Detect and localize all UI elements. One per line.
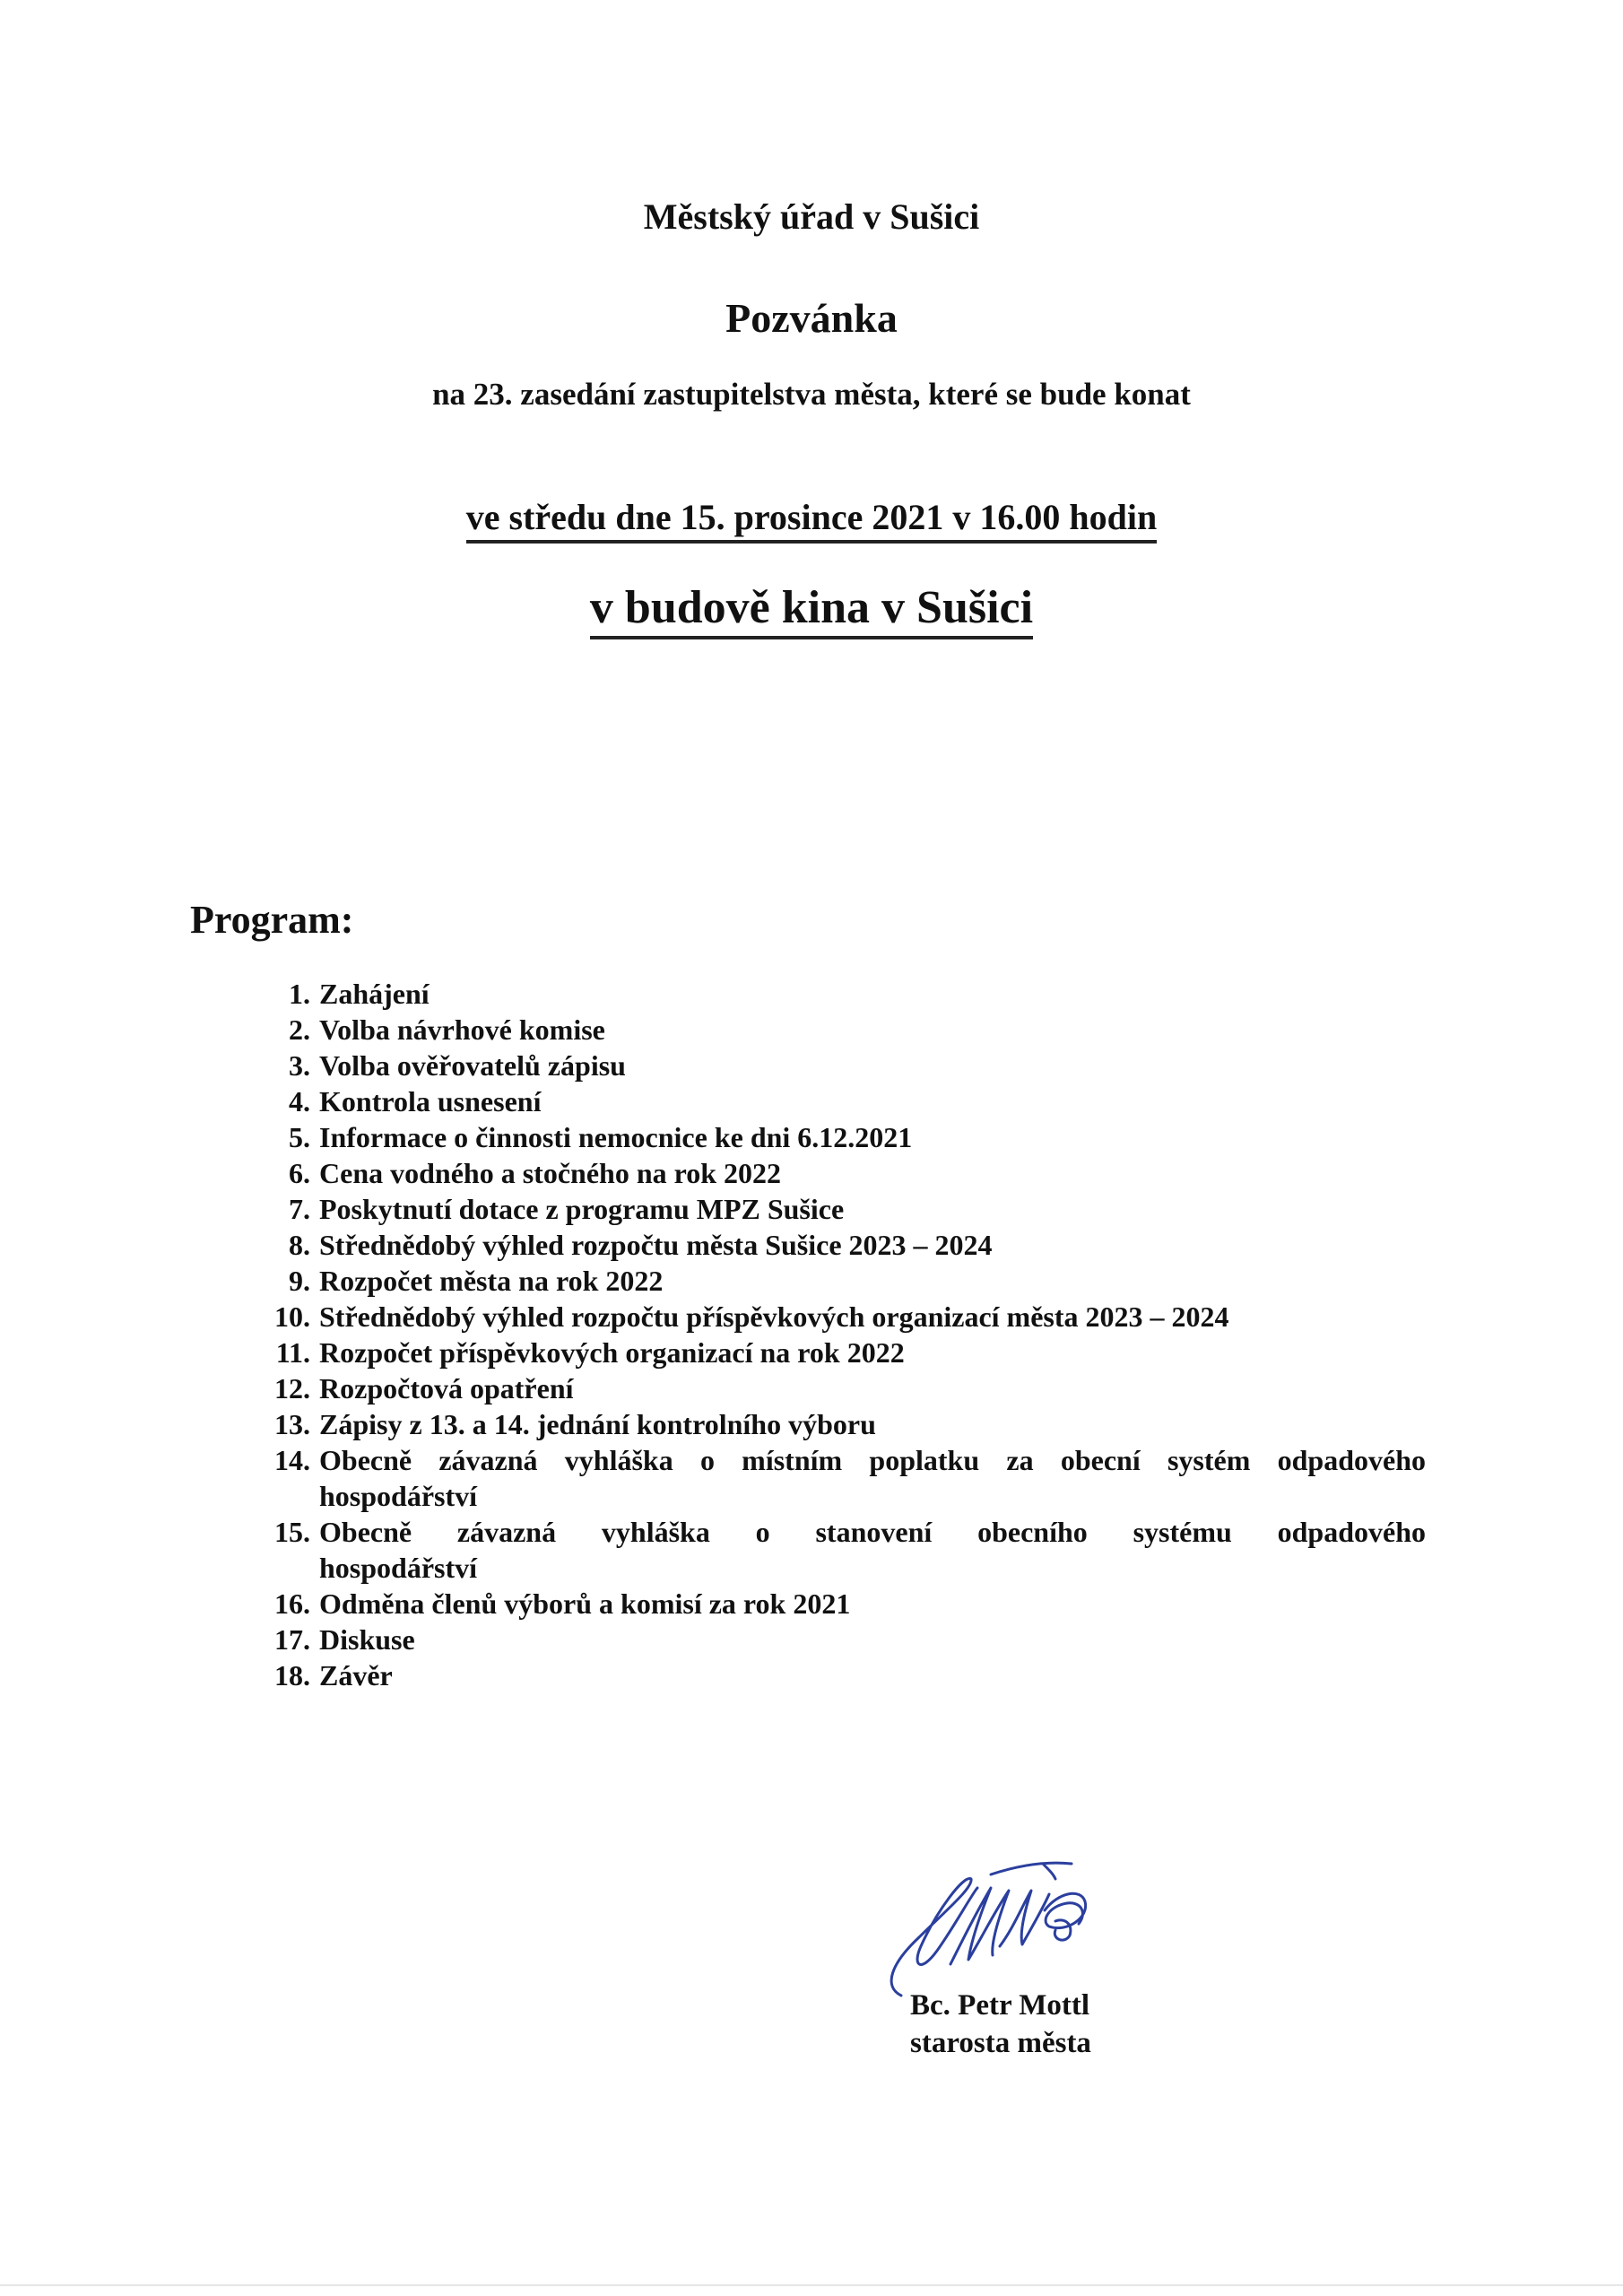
agenda-item-text: Volba návrhové komise <box>319 1013 605 1046</box>
agenda-item-text: Rozpočtová opatření <box>319 1372 574 1405</box>
agenda-item-continuation: hospodářství <box>319 1480 478 1512</box>
agenda-item-number: 10. <box>274 1300 310 1333</box>
agenda-item-number: 17. <box>274 1623 310 1656</box>
office-name: Městský úřad v Sušici <box>643 196 980 237</box>
agenda-item <box>269 1299 1426 1335</box>
agenda-item-number: 11. <box>275 1336 310 1369</box>
agenda-item-text: Poskytnutí dotace z programu MPZ Sušice <box>319 1193 845 1225</box>
meeting-date-text: ve středu dne 15. prosince 2021 v 16.00 hodin <box>466 497 1157 544</box>
signatory-name: Bc. Petr Mottl <box>910 1989 1090 2022</box>
agenda-item-text: Zahájení <box>319 978 430 1010</box>
meeting-venue-text: v budově kina v Sušici <box>590 582 1033 639</box>
meeting-venue <box>0 581 1623 634</box>
agenda-item-text: Volba ověřovatelů zápisu <box>319 1049 626 1082</box>
agenda-item-text: Kontrola usnesení <box>319 1085 542 1118</box>
agenda-item <box>269 1012 1426 1048</box>
agenda-item-text: Odměna členů výborů a komisí za rok 2021 <box>319 1587 851 1620</box>
agenda-item-text: Závěr <box>319 1659 393 1692</box>
agenda-item-text: Informace o činnosti nemocnice ke dni 6.12.2021 <box>319 1121 913 1153</box>
agenda-item-continuation: hospodářství <box>319 1552 478 1584</box>
agenda-item-number: 1. <box>289 978 310 1010</box>
agenda-item <box>269 1514 1426 1586</box>
agenda-item <box>269 1263 1426 1299</box>
agenda-item-number: 8. <box>289 1229 310 1261</box>
agenda-item-text: Obecně závazná vyhláška o stanovení obecního systému odpadového <box>319 1516 1426 1548</box>
meeting-date <box>0 496 1623 538</box>
agenda-item-text: Obecně závazná vyhláška o místním poplatku za obecní systém odpadového <box>319 1444 1426 1476</box>
agenda-item-number: 15. <box>274 1516 310 1548</box>
agenda-item-number: 16. <box>274 1587 310 1620</box>
agenda-item <box>269 1191 1426 1227</box>
agenda-item-number: 3. <box>289 1049 310 1082</box>
agenda-list <box>269 976 1426 1693</box>
agenda-item-number: 13. <box>274 1408 310 1440</box>
agenda-item-text: Diskuse <box>319 1623 415 1656</box>
scan-edge-line <box>0 2284 1623 2286</box>
agenda-item-number: 9. <box>289 1265 310 1297</box>
invitation-subtitle: na 23. zasedání zastupitelstva města, které se bude konat <box>432 377 1191 412</box>
agenda-item-number: 4. <box>289 1085 310 1118</box>
agenda-item <box>269 1227 1426 1263</box>
agenda-item-text: Cena vodného a stočného na rok 2022 <box>319 1157 782 1189</box>
agenda-item-number: 12. <box>274 1372 310 1405</box>
agenda-item-text: Rozpočet příspěvkových organizací na rok 2022 <box>319 1336 905 1369</box>
agenda-item <box>269 1335 1426 1370</box>
agenda-item-text: Zápisy z 13. a 14. jednání kontrolního výboru <box>319 1408 876 1440</box>
signatory-role: starosta města <box>910 2027 1091 2059</box>
signatory <box>910 1987 1091 2062</box>
agenda-item <box>269 1442 1426 1514</box>
agenda-item <box>269 1119 1426 1155</box>
agenda-item <box>269 1586 1426 1622</box>
agenda-item-number: 7. <box>289 1193 310 1225</box>
agenda-item-text: Střednědobý výhled rozpočtu města Sušice 2023 – 2024 <box>319 1229 993 1261</box>
invitation-title: Pozvánka <box>725 295 898 341</box>
agenda-item-text: Střednědobý výhled rozpočtu příspěvkových organizací města 2023 – 2024 <box>319 1300 1229 1333</box>
agenda-item-number: 5. <box>289 1121 310 1153</box>
agenda-item-text: Rozpočet města na rok 2022 <box>319 1265 664 1297</box>
agenda-item <box>269 1083 1426 1119</box>
agenda-item-number: 6. <box>289 1157 310 1189</box>
agenda-item <box>269 1622 1426 1657</box>
agenda-item <box>269 1155 1426 1191</box>
agenda-item <box>269 976 1426 1012</box>
agenda-item <box>269 1406 1426 1442</box>
agenda-item-number: 14. <box>274 1444 310 1476</box>
program-heading: Program: <box>190 898 354 942</box>
agenda-item-number: 18. <box>274 1659 310 1692</box>
agenda-item <box>269 1370 1426 1406</box>
agenda-item-number: 2. <box>289 1013 310 1046</box>
agenda-item <box>269 1657 1426 1693</box>
agenda-item <box>269 1048 1426 1083</box>
